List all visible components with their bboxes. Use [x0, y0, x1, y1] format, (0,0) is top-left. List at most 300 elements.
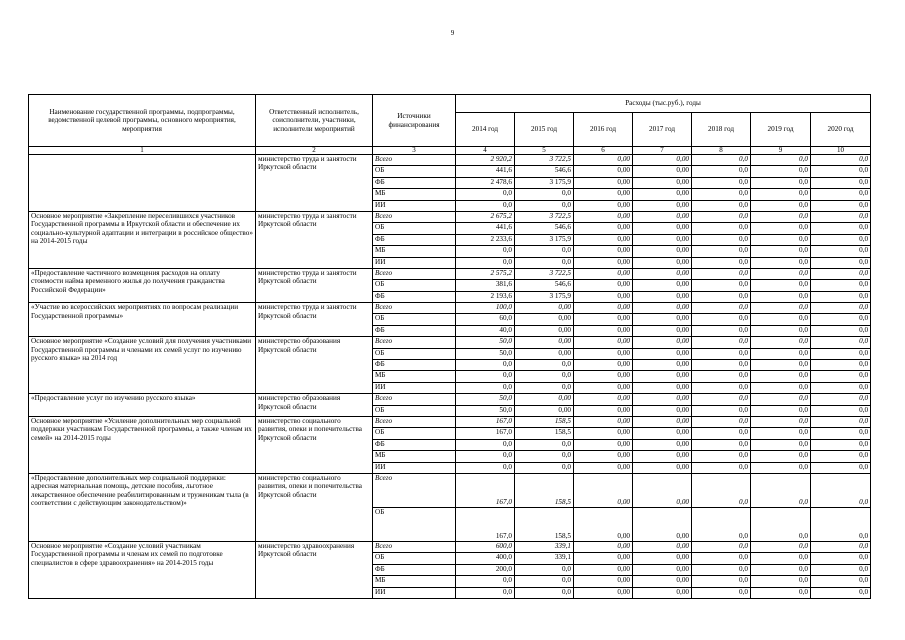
expense-value: 0,0	[811, 439, 871, 450]
expense-value: 0,0	[811, 587, 871, 598]
expense-value: 0,00	[574, 234, 633, 245]
expense-value: 0,00	[633, 257, 692, 268]
expense-value: 0,00	[574, 564, 633, 575]
expense-value: 0,0	[811, 234, 871, 245]
expense-value: 50,0	[456, 348, 515, 359]
responsible-executor: министерство образования Иркутской области	[256, 394, 373, 417]
expense-value: 0,0	[751, 382, 811, 393]
expense-value: 0,0	[811, 553, 871, 564]
expense-value: 546,6	[515, 280, 574, 291]
expense-value: 0,0	[751, 337, 811, 348]
table-row	[29, 473, 871, 507]
expense-value: 0,0	[692, 371, 751, 382]
expense-value: 40,0	[456, 325, 515, 336]
funding-source: МБ	[373, 246, 456, 257]
funding-source: ОБ	[373, 314, 456, 325]
expense-value: 0,0	[692, 394, 751, 405]
expense-value: 0,00	[515, 337, 574, 348]
expense-value: 0,00	[633, 155, 692, 166]
expense-value: 158,5	[515, 473, 574, 507]
expense-value: 0,00	[633, 223, 692, 234]
expense-value: 0,0	[811, 177, 871, 188]
expense-value: 0,00	[574, 348, 633, 359]
expense-value: 0,0	[811, 337, 871, 348]
expense-value: 0,0	[811, 382, 871, 393]
expense-value: 0,0	[692, 576, 751, 587]
expense-value: 0,0	[692, 189, 751, 200]
expense-value: 100,0	[456, 303, 515, 314]
expense-value: 0,0	[515, 246, 574, 257]
funding-source: ФБ	[373, 177, 456, 188]
expense-value: 0,0	[811, 371, 871, 382]
expense-value: 0,00	[574, 541, 633, 552]
expense-value: 0,0	[751, 564, 811, 575]
expense-value: 0,0	[751, 507, 811, 541]
responsible-executor: министерство труда и занятости Иркутской области	[256, 268, 373, 302]
expense-value: 0,0	[811, 428, 871, 439]
funding-source: ФБ	[373, 325, 456, 336]
expense-value: 546,6	[515, 223, 574, 234]
expense-value: 0,00	[633, 291, 692, 302]
table-body	[29, 155, 871, 599]
funding-source: ФБ	[373, 439, 456, 450]
year-2020: 2020 год	[811, 113, 871, 147]
expense-value: 0,00	[574, 462, 633, 473]
expense-value: 0,0	[515, 382, 574, 393]
expense-value: 60,0	[456, 314, 515, 325]
expense-value: 0,0	[515, 564, 574, 575]
expense-value: 0,0	[515, 189, 574, 200]
expense-value: 0,00	[633, 371, 692, 382]
expense-value: 0,0	[811, 166, 871, 177]
responsible-executor: министерство социального развития, опеки и попечительства Иркутской области	[256, 416, 373, 473]
expense-value: 0,00	[633, 576, 692, 587]
funding-source: МБ	[373, 451, 456, 462]
expense-value: 0,00	[633, 416, 692, 427]
expense-value: 0,0	[692, 303, 751, 314]
expense-value: 0,0	[751, 416, 811, 427]
expense-value: 0,00	[574, 257, 633, 268]
expense-value: 0,0	[751, 439, 811, 450]
expense-value: 0,00	[515, 394, 574, 405]
expense-value: 0,0	[515, 576, 574, 587]
funding-source: ФБ	[373, 360, 456, 371]
expense-value: 200,0	[456, 564, 515, 575]
expense-value: 0,0	[751, 189, 811, 200]
expense-value: 0,00	[633, 360, 692, 371]
expense-value: 0,0	[811, 348, 871, 359]
expense-value: 3 175,9	[515, 291, 574, 302]
expense-value: 0,0	[751, 587, 811, 598]
expense-value: 0,0	[751, 155, 811, 166]
expense-value: 0,0	[751, 541, 811, 552]
funding-source: Всего	[373, 155, 456, 166]
expense-value: 0,0	[811, 507, 871, 541]
funding-source: ФБ	[373, 291, 456, 302]
expense-value: 0,00	[633, 564, 692, 575]
expense-value: 0,00	[574, 473, 633, 507]
expense-value: 0,00	[515, 348, 574, 359]
funding-source: ОБ	[373, 428, 456, 439]
expense-value: 0,0	[811, 268, 871, 279]
activity-name: Основное мероприятие «Закрепление переселившихся участников Государственной программы в Иркутской области и обеспечение их социально-культурной адаптации и интеграции в российское общество» на 2014-2015 годы	[29, 211, 256, 268]
expense-value: 3 722,5	[515, 211, 574, 222]
expense-value: 0,00	[633, 382, 692, 393]
expense-value: 0,0	[692, 439, 751, 450]
expense-value: 0,0	[751, 303, 811, 314]
expense-value: 0,0	[456, 462, 515, 473]
activity-name: Основное мероприятие «Создание условий участникам Государственной программы и членам их семей по подготовке специалистов в сфере здравоохранения» на 2014-2015 годы	[29, 541, 256, 598]
expense-value: 0,0	[811, 451, 871, 462]
year-2015: 2015 год	[515, 113, 574, 147]
expense-value: 0,00	[633, 473, 692, 507]
expense-value: 0,00	[633, 211, 692, 222]
funding-source: Всего	[373, 337, 456, 348]
expense-value: 0,0	[751, 473, 811, 507]
expense-value: 0,0	[692, 428, 751, 439]
year-2014: 2014 год	[456, 113, 515, 147]
expense-value: 2 920,2	[456, 155, 515, 166]
expense-value: 3 175,9	[515, 177, 574, 188]
funding-source: Всего	[373, 268, 456, 279]
expense-value: 0,0	[811, 303, 871, 314]
expense-value: 0,0	[751, 462, 811, 473]
expense-value: 0,0	[515, 360, 574, 371]
expense-value: 0,0	[692, 405, 751, 416]
expense-value: 600,0	[456, 541, 515, 552]
expense-value: 441,6	[456, 223, 515, 234]
funding-source: ОБ	[373, 280, 456, 291]
year-2019: 2019 год	[751, 113, 811, 147]
expense-value: 0,0	[515, 257, 574, 268]
expense-value: 0,00	[574, 246, 633, 257]
expense-value: 0,0	[751, 223, 811, 234]
expense-value: 0,0	[456, 257, 515, 268]
table-row	[29, 155, 871, 166]
expense-value: 0,00	[574, 280, 633, 291]
expense-value: 0,0	[692, 155, 751, 166]
expense-value: 0,0	[692, 462, 751, 473]
year-2017: 2017 год	[633, 113, 692, 147]
expense-value: 0,0	[751, 576, 811, 587]
expense-value: 0,0	[751, 268, 811, 279]
year-2016: 2016 год	[574, 113, 633, 147]
expense-value: 0,00	[633, 246, 692, 257]
funding-source: ИИ	[373, 257, 456, 268]
expense-value: 0,0	[811, 416, 871, 427]
expense-value: 0,0	[456, 200, 515, 211]
expense-value: 167,0	[456, 473, 515, 507]
expense-value: 0,0	[692, 268, 751, 279]
expense-value: 0,00	[633, 200, 692, 211]
expense-value: 0,0	[751, 405, 811, 416]
expense-value: 0,00	[515, 405, 574, 416]
expense-value: 0,00	[574, 200, 633, 211]
expense-value: 0,0	[811, 257, 871, 268]
expense-value: 0,0	[692, 280, 751, 291]
expense-value: 0,00	[574, 337, 633, 348]
expense-value: 0,0	[751, 371, 811, 382]
expense-value: 0,00	[574, 576, 633, 587]
col-index: 8	[692, 147, 751, 155]
col-index: 4	[456, 147, 515, 155]
col-index: 7	[633, 147, 692, 155]
responsible-executor: министерство образования Иркутской области	[256, 337, 373, 394]
expense-value: 0,0	[456, 451, 515, 462]
expense-value: 0,0	[811, 280, 871, 291]
expense-value: 0,0	[692, 177, 751, 188]
activity-name: «Участие во всероссийских мероприятиях по вопросам реализации Государственной программы»	[29, 303, 256, 337]
expense-value: 0,0	[811, 564, 871, 575]
col-index: 6	[574, 147, 633, 155]
expense-value: 0,0	[456, 189, 515, 200]
expense-value: 0,00	[574, 291, 633, 302]
activity-name	[29, 155, 256, 212]
funding-source: ОБ	[373, 553, 456, 564]
expense-value: 0,00	[633, 541, 692, 552]
expense-value: 0,0	[692, 337, 751, 348]
expense-value: 0,00	[574, 155, 633, 166]
expense-value: 0,0	[692, 200, 751, 211]
expense-value: 3 175,9	[515, 234, 574, 245]
expense-value: 0,0	[751, 314, 811, 325]
expense-value: 0,0	[811, 211, 871, 222]
expense-value: 0,00	[633, 303, 692, 314]
col-index: 9	[751, 147, 811, 155]
table-row	[29, 211, 871, 222]
expense-value: 0,0	[692, 553, 751, 564]
expense-value: 0,00	[574, 211, 633, 222]
header-expenses: Расходы (тыс.руб.), годы	[456, 95, 871, 113]
activity-name: «Предоставление услуг по изучению русского языка»	[29, 394, 256, 417]
activity-name: Основное мероприятие «Усиление дополнительных мер социальной поддержки участникам Государственной программы, а также членам их семей» на 2014-2015 годы	[29, 416, 256, 473]
expense-value: 0,0	[692, 211, 751, 222]
responsible-executor: министерство труда и занятости Иркутской области	[256, 211, 373, 268]
expense-value: 0,00	[633, 189, 692, 200]
expense-value: 0,0	[692, 360, 751, 371]
expense-value: 0,0	[456, 382, 515, 393]
expense-value: 50,0	[456, 394, 515, 405]
funding-source: МБ	[373, 371, 456, 382]
expense-value: 2 478,6	[456, 177, 515, 188]
activity-name: «Предоставление дополнительных мер социальной поддержки: адресная материальная помощь, детские пособия, льготное лекарственное обеспечение реабилитированным и труженикам тыла (в соответствии с действующим законодательством)»	[29, 473, 256, 541]
expense-value: 0,0	[811, 189, 871, 200]
expense-value: 0,0	[515, 587, 574, 598]
expense-value: 0,00	[574, 268, 633, 279]
expense-value: 0,0	[811, 576, 871, 587]
expense-value: 0,0	[811, 200, 871, 211]
expense-value: 0,00	[574, 166, 633, 177]
expense-value: 0,0	[811, 223, 871, 234]
col-index: 1	[29, 147, 256, 155]
expense-value: 0,00	[574, 360, 633, 371]
expense-value: 0,00	[633, 280, 692, 291]
header-responsible: Ответственный исполнитель, соисполнители, участники, исполнители мероприятий	[256, 95, 373, 147]
expense-value: 0,0	[456, 439, 515, 450]
expense-value: 0,00	[633, 587, 692, 598]
funding-source: Всего	[373, 303, 456, 314]
expense-value: 167,0	[456, 428, 515, 439]
expense-value: 0,0	[692, 325, 751, 336]
expense-value: 0,00	[633, 314, 692, 325]
funding-source: Всего	[373, 541, 456, 552]
expense-value: 0,0	[692, 166, 751, 177]
expense-value: 0,0	[751, 360, 811, 371]
expense-value: 50,0	[456, 337, 515, 348]
expense-value: 0,0	[692, 564, 751, 575]
expense-value: 0,0	[692, 451, 751, 462]
expense-value: 0,0	[751, 166, 811, 177]
expense-value: 0,0	[751, 234, 811, 245]
funding-source: ОБ	[373, 507, 456, 541]
funding-source: Всего	[373, 394, 456, 405]
expense-value: 167,0	[456, 507, 515, 541]
expense-value: 3 722,5	[515, 155, 574, 166]
expense-value: 0,0	[811, 291, 871, 302]
expense-value: 0,00	[574, 439, 633, 450]
expense-value: 0,0	[692, 382, 751, 393]
activity-name: «Предоставление частичного возмещения расходов на оплату стоимости найма временного жилья до получения гражданства Российской Федерации»	[29, 268, 256, 302]
expense-value: 0,00	[633, 553, 692, 564]
table-row	[29, 337, 871, 348]
expense-value: 0,00	[574, 303, 633, 314]
expense-value: 0,00	[633, 234, 692, 245]
expense-value: 0,0	[811, 360, 871, 371]
funding-source: ОБ	[373, 166, 456, 177]
expense-value: 0,0	[811, 325, 871, 336]
responsible-executor: министерство здравоохранения Иркутской области	[256, 541, 373, 598]
expense-value: 0,00	[574, 405, 633, 416]
table-row	[29, 416, 871, 427]
table-row	[29, 268, 871, 279]
expense-value: 0,00	[574, 177, 633, 188]
expense-value: 0,0	[811, 405, 871, 416]
expense-value: 0,00	[574, 553, 633, 564]
expense-value: 0,0	[751, 428, 811, 439]
expense-value: 0,0	[811, 462, 871, 473]
expense-value: 0,0	[692, 223, 751, 234]
expense-value: 0,0	[456, 360, 515, 371]
expense-value: 0,0	[515, 200, 574, 211]
expense-value: 0,00	[574, 314, 633, 325]
expense-value: 0,00	[574, 428, 633, 439]
expense-value: 0,0	[751, 246, 811, 257]
expense-value: 0,0	[811, 541, 871, 552]
expense-value: 0,0	[751, 394, 811, 405]
expense-value: 158,5	[515, 507, 574, 541]
expense-value: 441,6	[456, 166, 515, 177]
expense-value: 0,0	[515, 451, 574, 462]
responsible-executor: министерство труда и занятости Иркутской области	[256, 155, 373, 212]
expense-value: 0,0	[751, 280, 811, 291]
expense-value: 2 675,2	[456, 211, 515, 222]
funding-source: ИИ	[373, 462, 456, 473]
funding-source: Всего	[373, 211, 456, 222]
funding-source: МБ	[373, 189, 456, 200]
expense-value: 0,0	[456, 587, 515, 598]
table-row	[29, 541, 871, 552]
responsible-executor: министерство социального развития, опеки и попечительства Иркутской области	[256, 473, 373, 541]
expense-value: 0,0	[811, 473, 871, 507]
expense-value: 0,0	[811, 246, 871, 257]
header-sources: Источники финансирования	[373, 95, 456, 147]
expense-value: 339,1	[515, 541, 574, 552]
expense-value: 0,0	[515, 439, 574, 450]
expense-value: 0,00	[633, 507, 692, 541]
expense-value: 0,0	[692, 507, 751, 541]
funding-source: ОБ	[373, 405, 456, 416]
expense-value: 0,0	[751, 325, 811, 336]
table-row	[29, 303, 871, 314]
funding-source: ОБ	[373, 348, 456, 359]
year-2018: 2018 год	[692, 113, 751, 147]
expense-value: 0,00	[574, 507, 633, 541]
expense-value: 0,0	[692, 348, 751, 359]
expense-value: 3 722,5	[515, 268, 574, 279]
expense-value: 0,00	[633, 394, 692, 405]
funding-source: Всего	[373, 416, 456, 427]
expense-value: 0,0	[515, 371, 574, 382]
funding-source: ИИ	[373, 200, 456, 211]
expense-value: 158,5	[515, 416, 574, 427]
expense-value: 0,00	[633, 166, 692, 177]
expense-value: 0,00	[574, 325, 633, 336]
expense-value: 0,00	[515, 303, 574, 314]
page-number: 9	[450, 29, 455, 37]
budget-table	[28, 94, 871, 599]
expense-value: 0,0	[751, 200, 811, 211]
funding-source: Всего	[373, 473, 456, 507]
expense-value: 0,0	[515, 462, 574, 473]
expense-value: 0,00	[515, 314, 574, 325]
expense-value: 50,0	[456, 405, 515, 416]
expense-value: 0,00	[633, 268, 692, 279]
expense-value: 0,0	[811, 394, 871, 405]
funding-source: ФБ	[373, 234, 456, 245]
col-index: 2	[256, 147, 373, 155]
expense-value: 0,0	[692, 314, 751, 325]
expense-value: 0,00	[515, 325, 574, 336]
expense-value: 2 193,6	[456, 291, 515, 302]
expense-value: 167,0	[456, 416, 515, 427]
expense-value: 0,00	[633, 348, 692, 359]
expense-value: 2 233,6	[456, 234, 515, 245]
funding-source: ФБ	[373, 564, 456, 575]
expense-value: 0,00	[574, 587, 633, 598]
expense-value: 0,00	[574, 223, 633, 234]
expense-value: 158,5	[515, 428, 574, 439]
expense-value: 0,0	[456, 576, 515, 587]
expense-value: 0,0	[751, 451, 811, 462]
funding-source: ИИ	[373, 587, 456, 598]
activity-name: Основное мероприятие «Создание условий для получения участниками Государственной программы и членами их семей услуг по изучению русского языка» на 2014 год	[29, 337, 256, 394]
expense-value: 0,0	[751, 177, 811, 188]
funding-source: ОБ	[373, 223, 456, 234]
col-index: 5	[515, 147, 574, 155]
expense-value: 0,0	[692, 473, 751, 507]
expense-value: 0,0	[751, 553, 811, 564]
expense-value: 0,0	[811, 314, 871, 325]
expense-value: 0,0	[692, 257, 751, 268]
col-index: 10	[811, 147, 871, 155]
expense-value: 0,00	[574, 189, 633, 200]
expense-value: 0,0	[751, 291, 811, 302]
expense-value: 0,00	[633, 439, 692, 450]
expense-value: 0,0	[751, 257, 811, 268]
expense-value: 0,00	[574, 371, 633, 382]
expense-value: 2 575,2	[456, 268, 515, 279]
expense-value: 0,00	[633, 428, 692, 439]
